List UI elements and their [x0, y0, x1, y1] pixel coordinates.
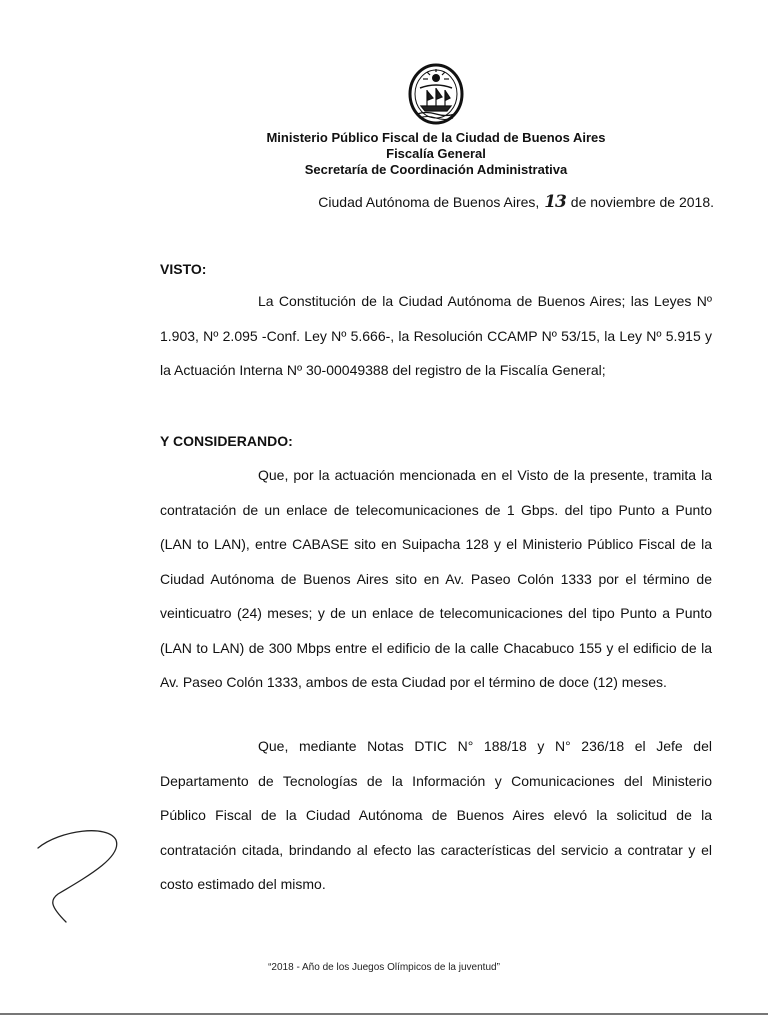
date-suffix: de noviembre de 2018. — [570, 194, 714, 210]
considerando-paragraph-2: Que, mediante Notas DTIC N° 188/18 y N° 236/18 el Jefe del Departamento de Tecnologías de la Información y Comunicaciones del Ministerio Público Fiscal de la Ciudad Autónoma de Buenos Aires elevó la solicitud de la contratación citada, brindando al efecto las características del servicio a contratar y el costo estimado del mismo. — [160, 738, 712, 892]
visto-paragraph: La Constitución de la Ciudad Autónoma de Buenos Aires; las Leyes Nº 1.903, Nº 2.095 -Conf. Ley Nº 5.666-, la Resolución CCAMP Nº 53/15, la Ley Nº 5.915 y la Actuación Interna Nº 30-00049388 del registro de la Fiscalía General; — [160, 293, 712, 378]
considerando-paragraph-1: Que, por la actuación mencionada en el Visto de la presente, tramita la contratación de un enlace de telecomunicaciones de 1 Gbps. del tipo Punto a Punto (LAN to LAN), entre CABASE sito en Suipacha 128 y el Ministerio Público Fiscal de la Ciudad Autónoma de Buenos Aires sito en Av. Paseo Colón 1333 por el término de veinticuatro (24) meses; y de un enlace de telecomunicaciones del tipo Punto a Punto (LAN to LAN) de 300 Mbps entre el edificio de la calle Chacabuco 155 y el edificio de la Av. Paseo Colón 1333, ambos de esta Ciudad por el término de doce (12) meses. — [160, 467, 712, 690]
scan-edge-line — [0, 1013, 768, 1015]
handwritten-margin-mark — [30, 822, 130, 932]
header-secretaria: Secretaría de Coordinación Administrativa — [304, 162, 568, 177]
header-fiscalia: Fiscalía General — [386, 146, 486, 161]
visto-heading: VISTO: — [160, 261, 207, 277]
considerando-heading: Y CONSIDERANDO: — [160, 433, 293, 449]
date-line — [230, 192, 714, 212]
date-prefix: Ciudad Autónoma de Buenos Aires, — [318, 194, 540, 210]
institution-header — [200, 130, 672, 178]
header-ministry: Ministerio Público Fiscal de la Ciudad de Buenos Aires — [266, 130, 606, 145]
date-day-handwritten: 13 — [544, 192, 566, 212]
footer-motto: “2018 - Año de los Juegos Olímpicos de la juventud” — [268, 962, 500, 973]
city-seal-icon — [407, 62, 465, 126]
